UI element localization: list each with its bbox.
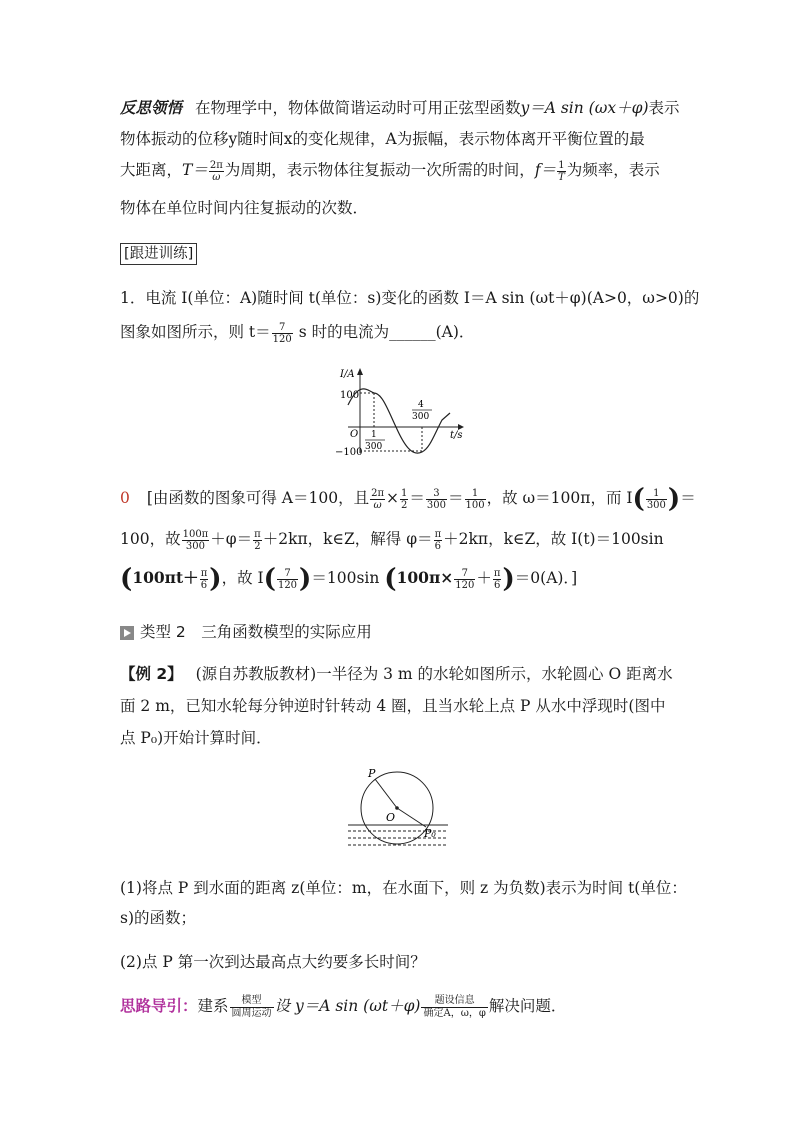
type2-heading: 类型 2 三角函数模型的实际应用: [120, 620, 372, 642]
answer-line-2: 100，故 $\frac{100\pi}{300}$ ＋φ＝ $\frac{\pi}{2}$ ＋2kπ，k∈Z，解得 φ＝ $\frac{\pi}{6}$ ＋2kπ，k∈Z，故 I(t)＝100sin: [120, 528, 664, 552]
frequency-fraction: $\frac{1}{T}$: [558, 159, 565, 183]
sub1-line-1: (1)将点 P 到水面的距离 z(单位：m，在水面下，则 z 为负数)表示为时间 t(单位：: [120, 879, 687, 897]
hint-label: 思路导引：: [120, 997, 198, 1015]
reflection-line-2: 物体振动的位移y随时间x的变化规律，A为振幅，表示物体离开平衡位置的最: [120, 130, 645, 148]
answer-value: 0: [120, 489, 130, 507]
q1-line-2: 图象如图所示，则 t＝ $\frac{7}{120}$ s 时的电流为______(A)．: [120, 321, 475, 345]
sub2-line-1: (2)点 P 第一次到达最高点大约要多长时间？: [120, 953, 426, 971]
follow-up-heading: [跟进训练]: [120, 243, 197, 265]
radius-to-P: [375, 779, 397, 808]
reflection-label: 反思领悟: [120, 99, 183, 117]
y-axis-label: I/A: [340, 369, 355, 380]
example2-line-3: 点 P₀)开始计算时间．: [120, 729, 272, 747]
sine-curve: [348, 389, 450, 453]
period-fraction: $\frac{2\pi}{\omega}$: [209, 159, 223, 183]
tick1-numerator: 1: [371, 430, 377, 440]
radius-to-P0: [397, 808, 426, 827]
reflection-line-1: 反思领悟 在物理学中，物体做简谐运动时可用正弦型函数y＝A sin (ωx＋φ)表示: [120, 99, 680, 117]
y-tick-top: 100: [340, 390, 360, 401]
play-triangle-icon: [120, 626, 134, 640]
origin-label: O: [350, 429, 359, 440]
sub1-line-2: s)的函数；: [120, 909, 197, 927]
point-P-label: P: [368, 767, 376, 780]
point-P0-label: P₀: [424, 827, 436, 840]
arrow-label-2: 题设信息 确定A，ω，φ: [423, 994, 486, 1019]
example2-line-2: 面 2 m，已知水轮每分钟逆时针转动 4 圈，且当水轮上点 P 从水中浮现时(图中: [120, 697, 666, 715]
q1-line-1: 1．电流 I(单位：A)随时间 t(单位：s)变化的函数 I＝A sin (ωt＋φ)(A>0，ω>0)的: [120, 289, 700, 307]
current-graph: [330, 365, 470, 460]
answer-line-3: (100πt＋ $\frac{\pi}{6}$ )，故 I( $\frac{7}{120}$ )＝100sin (100π× $\frac{7}{120}$ ＋ $\frac{\pi}{6}$ )＝0(A)．]: [120, 564, 578, 594]
water-wheel-diagram: [340, 765, 455, 860]
x-axis-label: t/s: [450, 430, 463, 441]
reflection-line-4: 物体在单位时间内往复振动的次数．: [120, 199, 369, 217]
arrow-label-1: 模型 圆周运动: [231, 994, 272, 1019]
tick2-numerator: 4: [418, 400, 424, 410]
y-tick-bottom: −100: [335, 447, 363, 458]
answer-line-1: 0 [由函数的图象可得 A＝100，且 $\frac{2\pi}{\omega}$ × $\frac{1}{2}$ ＝ $\frac{3}{300}$ ＝ $\frac{1}{100}$ ，故 ω＝100π，而 I( $\frac{1}{300}$ )＝: [120, 484, 696, 514]
point-O-label: O: [386, 811, 396, 824]
example-tag: 【例 2】: [120, 665, 183, 683]
reflection-line-3: 大距离，T＝ $\frac{2\pi}{\omega}$ 为周期，表示物体往复振动一次所需的时间，f＝ $\frac{1}{T}$ 为频率，表示: [120, 159, 660, 183]
tick2-denominator: 300: [412, 412, 430, 422]
example2-line-1: 【例 2】 (源自苏教版教材)一半径为 3 m 的水轮如图所示，水轮圆心 O 距离水: [120, 665, 673, 683]
hint-line: 思路导引：建系 模型 圆周运动 设 y＝A sin (ωt＋φ) 题设信息 确定A，ω，φ 解决问题．: [120, 994, 567, 1019]
tick1-denominator: 300: [365, 442, 383, 452]
y-axis-arrow: [357, 368, 363, 375]
